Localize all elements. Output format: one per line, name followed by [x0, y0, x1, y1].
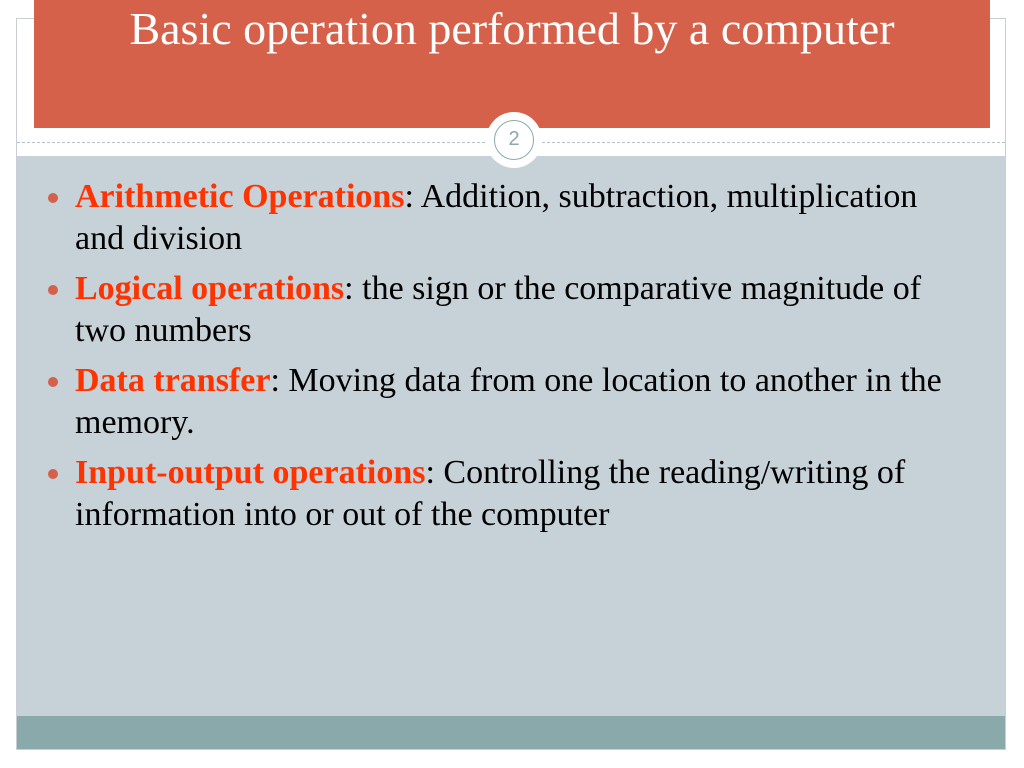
bullet-item: [48, 452, 948, 536]
bullet-term: Arithmetic Operations: [75, 178, 405, 215]
bullet-text: : the sign or the comparative magnitude of two numbers: [75, 270, 922, 349]
bullet-item: [48, 360, 948, 444]
title-bar: [34, 0, 990, 128]
bullet-item: [48, 268, 948, 352]
slide-number-badge: [486, 112, 542, 168]
bullet-icon: [48, 469, 58, 479]
bullet-icon: [48, 377, 58, 387]
bullet-term: Input-output operations: [75, 454, 426, 491]
bullet-item: [48, 176, 948, 260]
bullet-term: Logical operations: [75, 270, 345, 307]
bullet-list: [48, 176, 948, 544]
bullet-term: Data transfer: [75, 362, 271, 399]
slide-title: Basic operation performed by a computer: [129, 3, 895, 54]
bullet-icon: [48, 193, 58, 203]
bullet-text: : Controlling the reading/writing of information into or out of the computer: [75, 454, 906, 533]
bullet-text: : Addition, subtraction, multiplication and division: [75, 178, 918, 257]
slide-number: 2: [494, 120, 534, 160]
bullet-text: : Moving data from one location to another in the memory.: [75, 362, 942, 441]
footer-band: [17, 716, 1005, 749]
bullet-icon: [48, 285, 58, 295]
